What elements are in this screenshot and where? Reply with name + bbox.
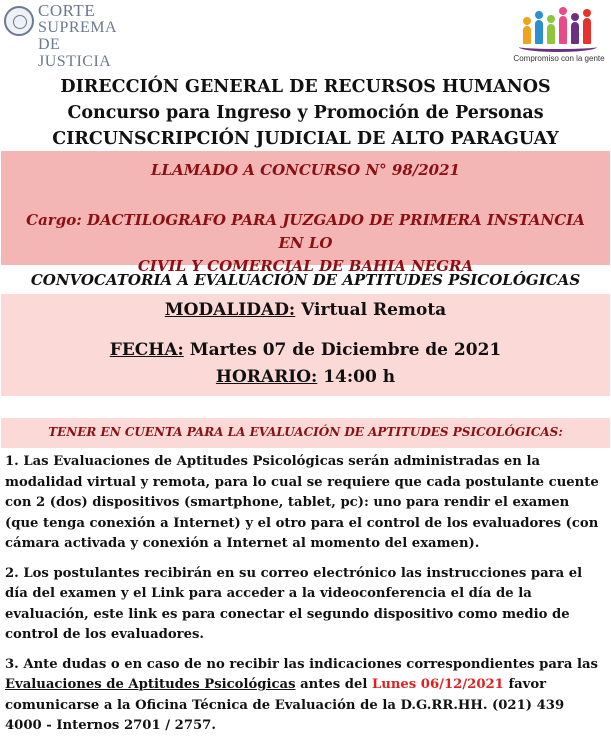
figure-icon [571,22,579,44]
evaluation-link-text: Evaluaciones de Aptitudes Psicológicas [5,677,296,692]
fecha-value: Martes 07 de Diciembre de 2021 [183,340,502,360]
cargo-line-1: Cargo: DACTILOGRAFO PARA JUZGADO DE PRIMERA INSTANCIA EN LO [26,211,585,252]
figure-icon [583,18,591,44]
deadline-date: Lunes 06/12/2021 [371,677,504,692]
horario-value: 14:00 h [317,367,396,387]
paragraph-3-part2: antes del [295,677,372,692]
paragraph-2: 2. Los postulantes recibirán en su correo electrónico las instrucciones para el día del examen y el Link para acceder a la videoconferencia el día de la evaluación, este link es para conectar el segundo dispositivo como medio de control de los evaluadores. [5,565,583,642]
cargo-line-2: CIVIL Y COMERCIAL DE BAHIA NEGRA [137,257,474,275]
figure-icon [535,20,543,44]
call-number: LLAMADO A CONCURSO N° 98/2021 [151,161,460,179]
modalidad-label: MODALIDAD: [164,300,296,320]
modalidad-row [1,300,610,320]
swoosh-icon [519,42,597,52]
logo-wordmark [38,2,117,70]
convocatoria-heading: CONVOCATORIA A EVALUACIÓN DE APTITUDES PSICOLÓGICAS [30,271,581,289]
cargo-title [11,209,600,278]
paragraph-3 [5,655,605,737]
people-figures-icon [519,4,599,44]
horario-label: HORARIO: [215,367,318,387]
page-header [0,0,611,70]
note-heading: TENER EN CUENTA PARA LA EVALUACIÓN DE APTITUDES PSICOLÓGICAS: [48,425,563,439]
logo-tagline: Compromiso con la gente [513,54,605,63]
figure-icon [547,24,555,44]
logo-line-3: DE JUSTICIA [38,36,112,70]
title-circumscription: CIRCUNSCRIPCIÓN JUDICIAL DE ALTO PARAGUAY [52,129,559,149]
horario-row [1,367,610,387]
fecha-label: FECHA: [109,340,184,360]
title-contest: Concurso para Ingreso y Promoción de Personas [67,103,544,123]
logo-line-2: SUPREMA [38,19,118,36]
title-direction: DIRECCIÓN GENERAL DE RECURSOS HUMANOS [60,77,551,97]
logo-line-1: CORTE [38,1,96,20]
corte-suprema-logo [4,1,118,70]
figure-icon [559,16,567,44]
exam-details-box [1,294,610,396]
instructions [5,452,605,744]
note-banner [1,418,610,448]
paragraph-1: 1. Las Evaluaciones de Aptitudes Psicológicas serán administradas en la modalidad virtual y remota, para lo cual se requiere que cada postulante cuente con 2 (dos) dispositivos (smartphone, tablet, pc): uno para rendir el examen (que tenga conexión a Internet) y el otro para el control de los evaluadores (con cámara activada y conexión a Internet al momento del examen). [5,454,599,551]
paragraph-3-part1: 3. Ante dudas o en caso de no recibir las indicaciones correspondientes para las [5,656,598,672]
modalidad-value: Virtual Remota [295,300,447,320]
call-banner [1,151,610,275]
compromiso-logo [513,4,603,66]
paragraph-3-part3: favor comunicarse a la Oficina Técnica de Evaluación de la D.G.RR.HH. (021) 439 4000 - Internos 2701 / 2757. [5,677,565,733]
document-titles [0,74,611,152]
seal-icon [4,6,34,36]
fecha-row [1,340,610,360]
